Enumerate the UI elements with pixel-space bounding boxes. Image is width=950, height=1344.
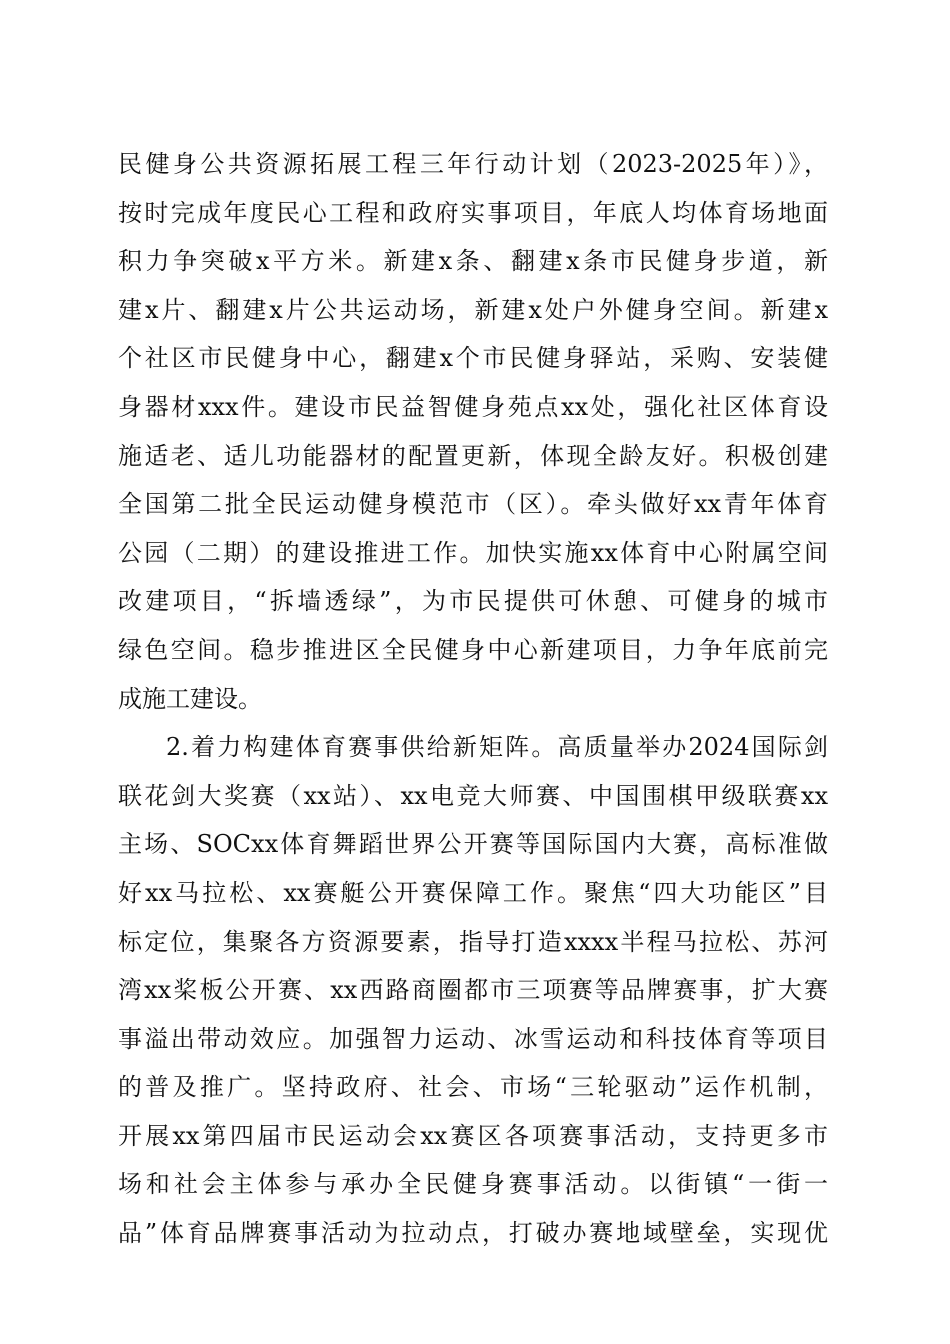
text-line: 成施工建设。 — [118, 684, 262, 713]
text-line: 积力争突破x平方米。新建x条、翻建x条市民健身步道，新 — [118, 247, 828, 276]
paragraph-2 — [118, 723, 828, 1258]
text-line: 好xx马拉松、xx赛艇公开赛保障工作。聚焦“四大功能区”目 — [118, 878, 828, 907]
text-line: 主场、SOCxx体育舞蹈世界公开赛等国际国内大赛，高标准做 — [118, 830, 828, 859]
text-line: 全国第二批全民运动健身模范市（区）。牵头做好xx青年体育 — [118, 490, 828, 519]
text-line: 建x片、翻建x片公共运动场，新建x处户外健身空间。新建x — [118, 295, 828, 324]
paragraph-1 — [118, 140, 828, 723]
text-line: 个社区市民健身中心，翻建x个市民健身驿站，采购、安装健 — [118, 344, 828, 373]
text-line: 民健身公共资源拓展工程三年行动计划（2023-2025年）》， — [118, 150, 828, 178]
text-line: 身器材xxx件。建设市民益智健身苑点xx处，强化社区体育设 — [118, 392, 828, 421]
text-line: 开展xx第四届市民运动会xx赛区各项赛事活动，支持更多市 — [118, 1121, 828, 1150]
text-line: 事溢出带动效应。加强智力运动、冰雪运动和科技体育等项目 — [118, 1024, 828, 1053]
text-line: 按时完成年度民心工程和政府实事项目，年底人均体育场地面 — [118, 198, 828, 227]
text-line: 绿色空间。稳步推进区全民健身中心新建项目，力争年底前完 — [118, 635, 828, 664]
text-line: 的普及推广。坚持政府、社会、市场“三轮驱动”运作机制， — [118, 1073, 828, 1102]
text-line: 标定位，集聚各方资源要素，指导打造xxxx半程马拉松、苏河 — [118, 927, 828, 956]
text-line: 品”体育品牌赛事活动为拉动点，打破办赛地域壁垒，实现优 — [118, 1219, 828, 1248]
text-line: 施适老、适儿功能器材的配置更新，体现全龄友好。积极创建 — [118, 441, 828, 470]
text-line: 场和社会主体参与承办全民健身赛事活动。以街镇“一街一 — [118, 1170, 828, 1199]
text-line: 联花剑大奖赛（xx站）、xx电竞大师赛、中国围棋甲级联赛xx — [118, 781, 828, 810]
text-line: 湾xx桨板公开赛、xx西路商圈都市三项赛等品牌赛事，扩大赛 — [118, 976, 828, 1005]
text-line: 公园（二期）的建设推进工作。加快实施xx体育中心附属空间 — [118, 538, 828, 567]
text-line: 2.着力构建体育赛事供给新矩阵。高质量举办2024国际剑 — [166, 733, 828, 762]
document-body — [118, 140, 828, 1258]
text-line: 改建项目，“拆墙透绿”，为市民提供可休憩、可健身的城市 — [118, 587, 828, 616]
